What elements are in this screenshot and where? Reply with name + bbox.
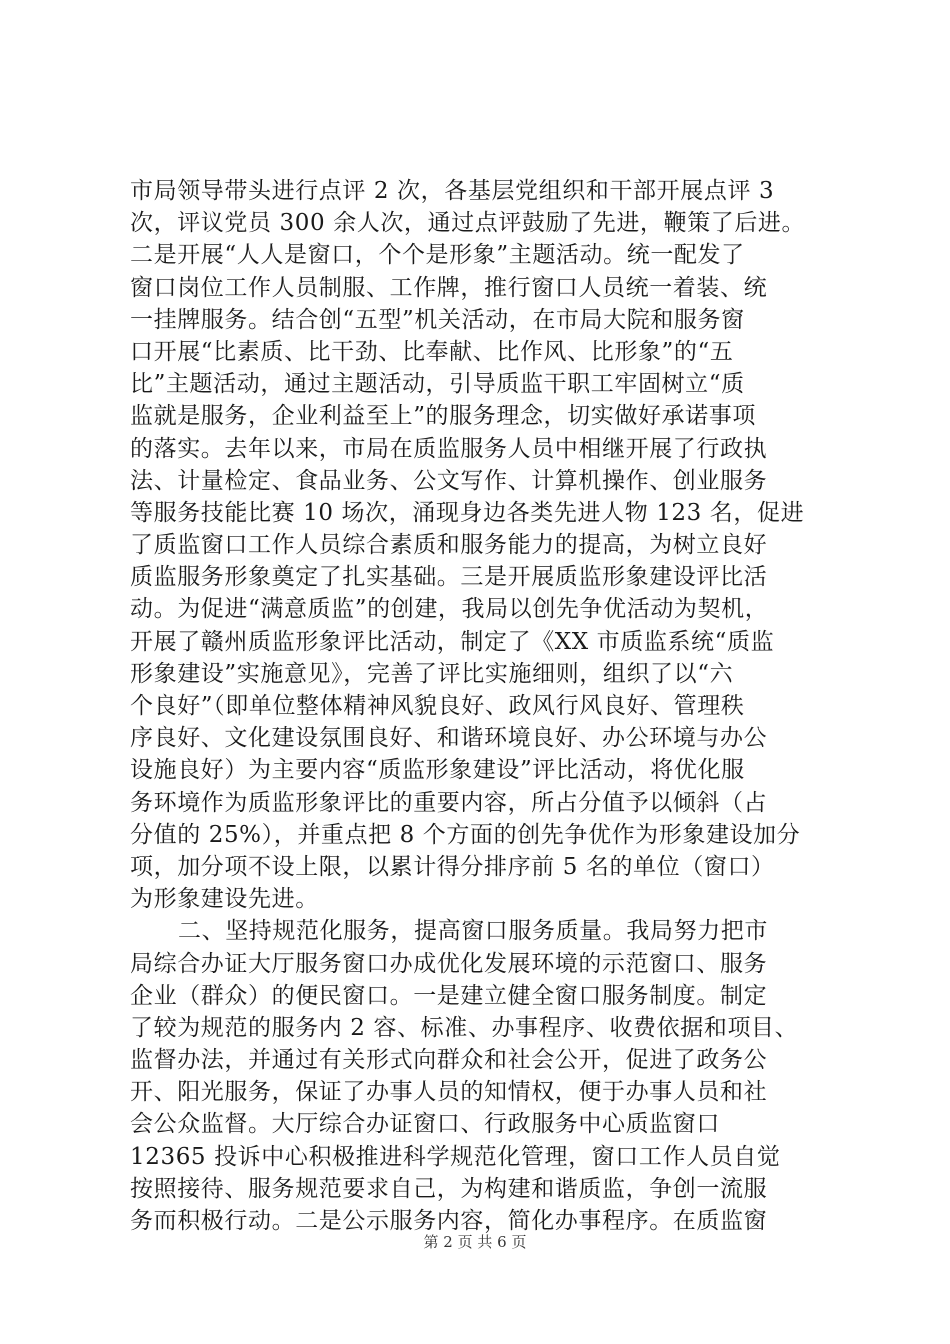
text-line: 形象建设”实施意见》，完善了评比实施细则，组织了以“六 xyxy=(130,660,734,687)
text-line: 序良好、文化建设氛围良好、和谐环境良好、办公环境与办公 xyxy=(130,725,768,752)
text-line: 会公众监督。大厅综合办证窗口、行政服务中心质监窗口 xyxy=(130,1111,720,1138)
text-line: 法、计量检定、食品业务、公文写作、计算机操作、创业服务 xyxy=(130,467,768,494)
text-line: 分值的 25%），并重点把 8 个方面的创先争优作为形象建设加分 xyxy=(130,821,801,848)
section-heading-line: 二、坚持规范化服务，提高窗口服务质量。我局努力把市 xyxy=(178,918,768,945)
document-body xyxy=(130,175,830,1237)
text-line: 比”主题活动，通过主题活动，引导质监干职工牢固树立“质 xyxy=(130,371,745,398)
text-line: 一挂牌服务。结合创“五型”机关活动，在市局大院和服务窗 xyxy=(130,306,745,333)
text-line: 务环境作为质监形象评比的重要内容，所占分值予以倾斜（占 xyxy=(130,789,768,816)
text-line: 次，评议党员 300 余人次，通过点评鼓励了先进，鞭策了后进。 xyxy=(130,210,806,237)
text-line: 开展了赣州质监形象评比活动，制定了《XX 市质监系统“质监 xyxy=(130,628,775,655)
text-line: 了较为规范的服务内 2 容、标准、办事程序、收费依据和项目、 xyxy=(130,1014,799,1041)
text-line: 个良好”（即单位整体精神风貌良好、政风行风良好、管理秩 xyxy=(130,693,745,719)
text-line: 口开展“比素质、比干劲、比奉献、比作风、比形象”的“五 xyxy=(130,338,734,365)
text-line: 市局领导带头进行点评 2 次，各基层党组织和干部开展点评 3 xyxy=(130,178,775,204)
text-line: 的落实。去年以来，市局在质监服务人员中相继开展了行政执 xyxy=(130,435,768,462)
text-line: 12365 投诉中心积极推进科学规范化管理，窗口工作人员自觉 xyxy=(130,1143,781,1170)
text-line: 监就是服务，企业利益至上”的服务理念，切实做好承诺事项 xyxy=(130,403,756,430)
text-line: 设施良好）为主要内容“质监形象建设”评比活动，将优化服 xyxy=(130,757,745,784)
text-line: 项，加分项不设上限，以累计得分排序前 5 名的单位（窗口） xyxy=(130,853,775,880)
text-line: 企业（群众）的便民窗口。一是建立健全窗口服务制度。制定 xyxy=(130,982,768,1009)
text-line: 了质监窗口工作人员综合素质和服务能力的提高，为树立良好 xyxy=(130,532,768,559)
text-line: 局综合办证大厅服务窗口办成优化发展环境的示范窗口、服务 xyxy=(130,950,768,977)
text-line: 质监服务形象奠定了扎实基础。三是开展质监形象建设评比活 xyxy=(130,564,768,591)
text-line: 开、阳光服务，保证了办事人员的知情权，便于办事人员和社 xyxy=(130,1079,768,1106)
page-number-footer: 第 2 页 共 6 页 xyxy=(423,1233,527,1251)
text-line: 等服务技能比赛 10 场次，涌现身边各类先进人物 123 名，促进 xyxy=(130,499,805,526)
text-line: 窗口岗位工作人员制服、工作牌，推行窗口人员统一着装、统 xyxy=(130,274,768,301)
text-line: 二是开展“人人是窗口，个个是形象”主题活动。统一配发了 xyxy=(130,242,745,269)
text-line: 监督办法，并通过有关形式向群众和社会公开，促进了政务公 xyxy=(130,1047,768,1074)
text-line: 务而积极行动。二是公示服务内容，简化办事程序。在质监窗 xyxy=(130,1208,768,1234)
text-line: 动。为促进“满意质监”的创建，我局以创先争优活动为契机， xyxy=(130,596,769,623)
text-line: 为形象建设先进。 xyxy=(130,886,319,913)
text-line: 按照接待、服务规范要求自己，为构建和谐质监，争创一流服 xyxy=(130,1175,768,1202)
